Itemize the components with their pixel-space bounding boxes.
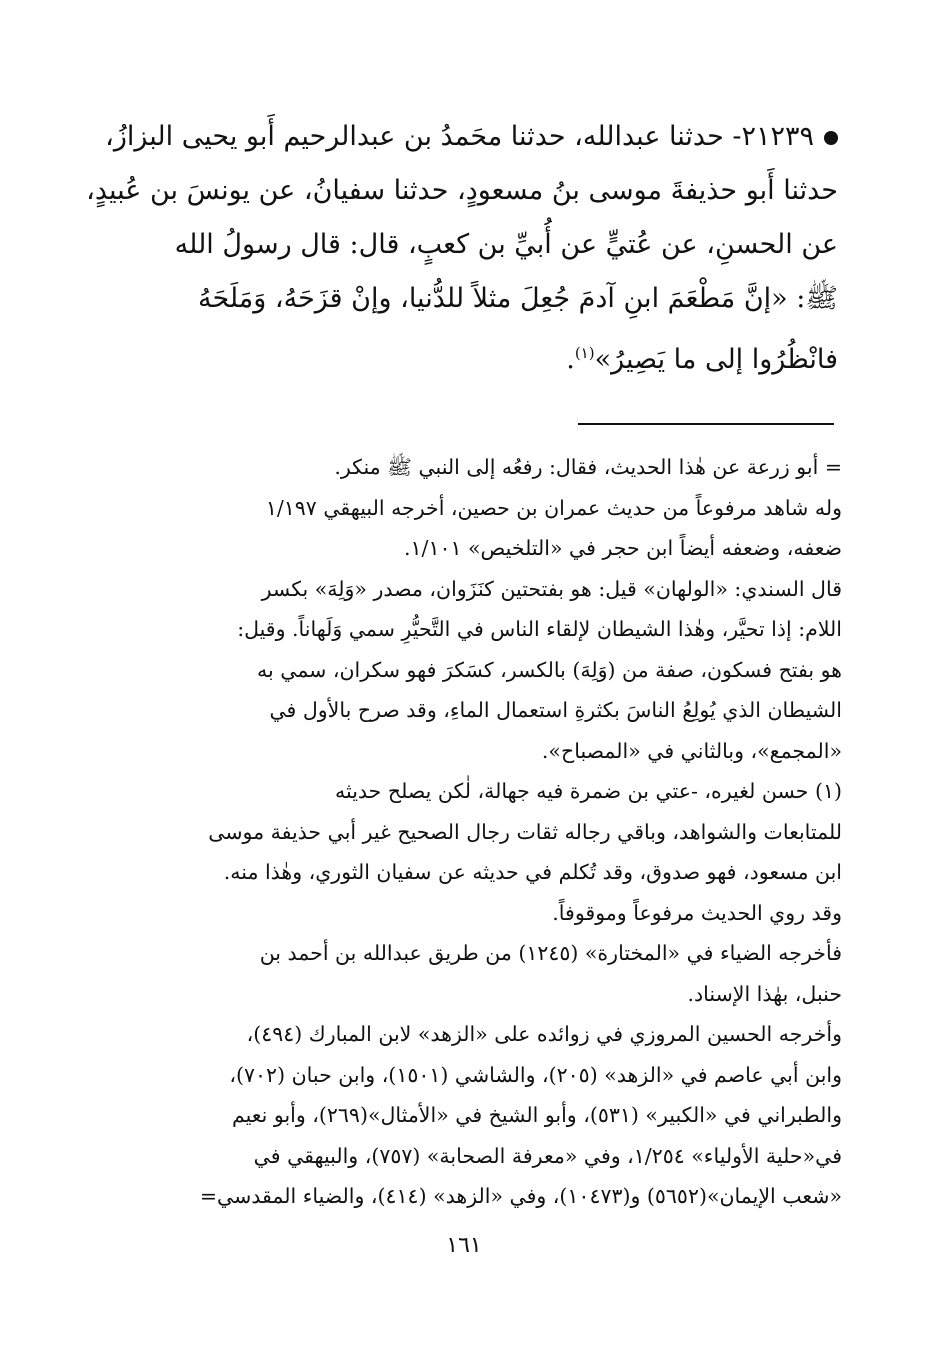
hadith-line [128,326,838,380]
footnote-line: هو بفتح فسكون، صفة من (وَلِهَ) بالكسر، كسَكرَ فهو سكران، سمي به [257,657,842,682]
hadith-line: حدثنا أَبو حذيفةَ موسى بنُ مسعودٍ، حدثنا سفيانُ، عن يونسَ بن عُبيدٍ، [86,175,838,206]
footnote-line: «المجمع»، وبالثاني في «المصباح». [541,738,842,763]
footnote-line: حنبل، بهٰذا الإسناد. [687,981,842,1006]
hadith-line: عن الحسنِ، عن عُتيٍّ عن أُبيِّ بن كعبٍ، قال: قال رسولُ الله [174,229,838,260]
footnote-line: فأخرجه الضياء في «المختارة» (١٢٤٥) من طريق عبدالله بن أحمد بن [259,941,842,965]
hadith-line-text: ٢١٢٣٩- حدثنا عبدالله، حدثنا محَمدُ بن عبدالرحيم أَبو يحيى البزازُ، [105,121,814,152]
footnote-line: (١) حسن لغيره، -عتي بن ضمرة فيه جهالة، لٰكن يصلح حديثه [335,779,842,803]
footnote-line: وقد روي الحديث مرفوعاً وموقوفاً. [552,900,842,925]
hadith-line-text: فانْظُرُوا إلى ما يَصِيرُ» [594,344,838,375]
footnote-line: في«حلية الأولياء» ١/٢٥٤، وفي «معرفة الصحابة» (٧٥٧)، والبيهقي في [253,1143,842,1168]
bullet-icon [824,131,838,145]
footnote-line: = أبو زرعة عن هٰذا الحديث، فقال: رفعُه إلى النبي ﷺ منكر. [334,455,842,479]
footnote-line: الشيطان الذي يُولِعُ الناسَ بكثرةِ استعمال الماءِ، وقد صرح بالأول في [269,698,842,722]
hadith-line [105,110,838,164]
footnote-line: ابن مسعود، فهو صدوق، وقد تُكلم في حديثه عن سفيان الثوري، وهٰذا منه. [223,860,842,884]
footnotes [130,447,842,1217]
footnote-marker: (١) [574,344,595,362]
footnote-line: ضعفه، وضعفه أيضاً ابن حجر في «التلخيص» ١/١٠١. [404,536,842,560]
footnote-line: وأخرجه الحسين المروزي في زوائده على «الزهد» لابن المبارك (٤٩٤)، [246,1022,842,1046]
footnote-separator [578,423,834,425]
page-number: ١٦١ [446,1233,482,1258]
end-punctuation: . [566,344,575,375]
hadith-text [86,110,838,380]
footnote-line: والطبراني في «الكبير» (٥٣١)، وأبو الشيخ في «الأمثال»(٢٦٩)، وأبو نعيم [231,1103,842,1127]
footnote-line: اللام: إذا تحيَّر، وهٰذا الشيطان لإلقاء الناس في التَّحيُّرِ سمي وَلَهاناً. وقيل: [237,617,842,641]
footnote-line: وابن أبي عاصم في «الزهد» (٢٠٥)، والشاشي (١٥٠١)، وابن حبان (٧٠٢)، [229,1062,842,1087]
footnote-line: وله شاهد مرفوعاً من حديث عمران بن حصين، أخرجه البيهقي ١/١٩٧ [265,495,842,520]
hadith-line: ﷺ: «إنَّ مَطْعَمَ ابنِ آدمَ جُعِلَ مثلاً للدُّنيا، وإنْ قزَحَهُ، وَمَلَحَهُ [197,283,838,314]
footnote-line: «شعب الإيمان»(٥٦٥٢) و(١٠٤٧٣)، وفي «الزهد» (٤١٤)، والضياء المقدسي= [199,1184,842,1208]
footnote-line: قال السندي: «الولهان» قيل: هو بفتحتين كنَزَوان، مصدر «وَلِهَ» بكسر [261,576,842,601]
footnote-line: للمتابعات والشواهد، وباقي رجاله ثقات رجال الصحيح غير أبي حذيفة موسى [208,819,842,844]
